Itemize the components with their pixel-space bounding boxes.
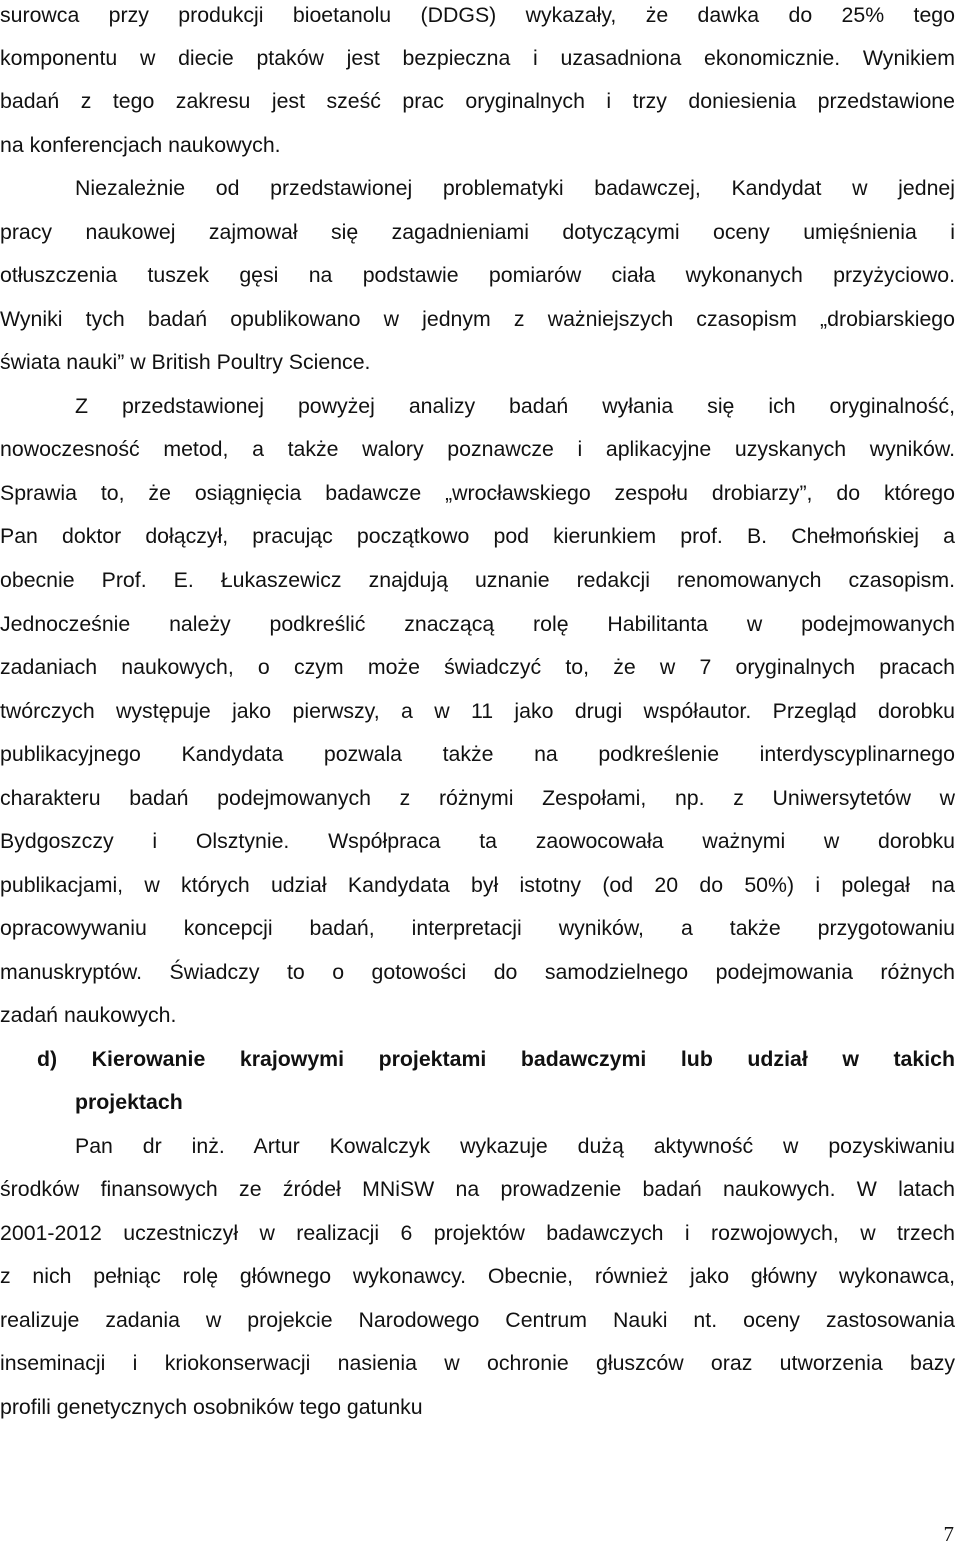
text-line: manuskryptów. Świadczy to o gotowości do samodzielnego podejmowania różnych: [0, 960, 955, 984]
text-line: Jednocześnie należy podkreślić znaczącą rolę Habilitanta w podejmowanych: [0, 612, 955, 636]
paragraph-first-line: Z przedstawionej powyżej analizy badań wyłania się ich oryginalność,: [75, 394, 955, 418]
section-heading: d) Kierowanie krajowymi projektami badawczymi lub udział w takich: [37, 1047, 955, 1071]
text-line: komponentu w diecie ptaków jest bezpieczna i uzasadniona ekonomicznie. Wynikiem: [0, 46, 955, 70]
text-line: publikacjami, w których udział Kandydata był istotny (od 20 do 50%) i polegał na: [0, 873, 955, 897]
text-line: inseminacji i kriokonserwacji nasienia w ochronie głuszców oraz utworzenia bazy: [0, 1351, 955, 1375]
paragraph-first-line: Pan dr inż. Artur Kowalczyk wykazuje dużą aktywność w pozyskiwaniu: [75, 1134, 955, 1158]
text-line: zadaniach naukowych, o czym może świadczyć to, że w 7 oryginalnych pracach: [0, 655, 955, 679]
text-line: obecnie Prof. E. Łukaszewicz znajdują uznanie redakcji renomowanych czasopism.: [0, 568, 955, 592]
text-line: publikacyjnego Kandydata pozwala także na podkreślenie interdyscyplinarnego: [0, 742, 955, 766]
text-line: badań z tego zakresu jest sześć prac oryginalnych i trzy doniesienia przedstawione: [0, 89, 955, 113]
text-line: pracy naukowej zajmował się zagadnieniami dotyczącymi oceny umięśnienia i: [0, 220, 955, 244]
text-line: Bydgoszczy i Olsztynie. Współpraca ta zaowocowała ważnymi w dorobku: [0, 829, 955, 853]
text-line: charakteru badań podejmowanych z różnymi Zespołami, np. z Uniwersytetów w: [0, 786, 955, 810]
text-line: Pan doktor dołączył, pracując początkowo pod kierunkiem prof. B. Chełmońskiej a: [0, 524, 955, 548]
text-line: Wyniki tych badań opublikowano w jednym z ważniejszych czasopism „drobiarskiego: [0, 307, 955, 331]
text-line: realizuje zadania w projekcie Narodowego Centrum Nauki nt. oceny zastosowania: [0, 1308, 955, 1332]
text-line: otłuszczenia tuszek gęsi na podstawie pomiarów ciała wykonanych przyżyciowo.: [0, 263, 955, 287]
text-line: zadań naukowych.: [0, 1003, 177, 1027]
text-line: z nich pełniąc rolę głównego wykonawcy. Obecnie, również jako główny wykonawca,: [0, 1264, 955, 1288]
text-line: na konferencjach naukowych.: [0, 133, 281, 157]
page-number: 7: [943, 1522, 954, 1546]
text-line: surowca przy produkcji bioetanolu (DDGS) wykazały, że dawka do 25% tego: [0, 3, 955, 27]
text-line: świata nauki” w British Poultry Science.: [0, 350, 371, 374]
section-heading-continuation: projektach: [75, 1090, 183, 1114]
text-line: twórczych występuje jako pierwszy, a w 11 jako drugi współautor. Przegląd dorobku: [0, 699, 955, 723]
text-line: 2001-2012 uczestniczył w realizacji 6 projektów badawczych i rozwojowych, w trzech: [0, 1221, 955, 1245]
text-line: opracowywaniu koncepcji badań, interpretacji wyników, a także przygotowaniu: [0, 916, 955, 940]
text-line: środków finansowych ze źródeł MNiSW na prowadzenie badań naukowych. W latach: [0, 1177, 955, 1201]
text-line: nowoczesność metod, a także walory poznawcze i aplikacyjne uzyskanych wyników.: [0, 437, 955, 461]
text-line: Sprawia to, że osiągnięcia badawcze „wrocławskiego zespołu drobiarzy”, do którego: [0, 481, 955, 505]
paragraph-first-line: Niezależnie od przedstawionej problematyki badawczej, Kandydat w jednej: [75, 176, 955, 200]
text-line: profili genetycznych osobników tego gatunku: [0, 1395, 423, 1419]
